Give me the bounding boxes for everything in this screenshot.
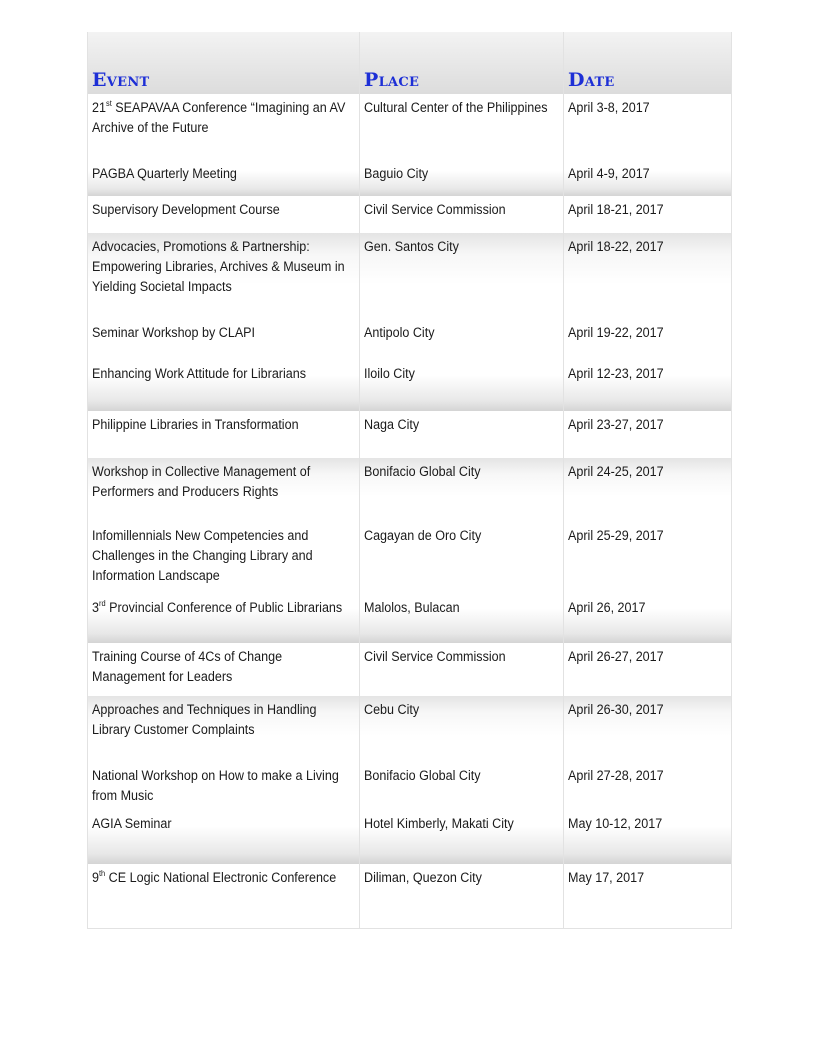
table-row	[88, 762, 732, 810]
date-cell	[564, 94, 732, 160]
event-ordinal-suffix: th	[98, 869, 106, 878]
table-row	[88, 810, 732, 864]
event-name: Supervisory Development Course	[92, 202, 280, 217]
place-name: Bonifacio Global City	[364, 768, 481, 783]
event-name: Training Course of 4Cs of Change Management for Leaders	[92, 649, 283, 684]
event-cell	[88, 762, 360, 810]
date-cell	[564, 360, 732, 411]
event-ordinal: 3	[92, 600, 99, 615]
place-name: Antipolo City	[364, 325, 435, 340]
event-date: April 12-23, 2017	[568, 366, 664, 381]
event-date: April 26-30, 2017	[568, 702, 664, 717]
event-cell	[88, 696, 360, 762]
place-name: Gen. Santos City	[364, 239, 459, 254]
date-cell	[564, 594, 732, 643]
event-name: Workshop in Collective Management of Performers and Producers Rights	[92, 464, 311, 499]
date-cell	[564, 696, 732, 762]
event-cell	[88, 233, 360, 319]
event-name: Seminar Workshop by CLAPI	[92, 325, 256, 340]
event-name: AGIA Seminar	[92, 816, 172, 831]
event-cell	[88, 94, 360, 160]
place-name: Civil Service Commission	[364, 202, 506, 217]
place-cell	[360, 594, 564, 643]
table-row	[88, 643, 732, 696]
event-cell	[88, 360, 360, 411]
event-ordinal: 9	[92, 870, 99, 885]
table-header-row	[88, 32, 732, 94]
place-cell	[360, 319, 564, 360]
event-date: May 10-12, 2017	[568, 816, 663, 831]
table-row	[88, 458, 732, 522]
place-cell	[360, 94, 564, 160]
table-row	[88, 411, 732, 458]
table-row	[88, 94, 732, 160]
event-date: April 27-28, 2017	[568, 768, 664, 783]
place-cell	[360, 160, 564, 196]
event-date: April 18-22, 2017	[568, 239, 664, 254]
event-name: National Workshop on How to make a Living from Music	[92, 768, 339, 803]
event-date: April 18-21, 2017	[568, 202, 664, 217]
header-place: Place	[360, 32, 564, 94]
date-cell	[564, 411, 732, 458]
event-name: Infomillennials New Competencies and Challenges in the Changing Library and Information Landscape	[92, 528, 313, 583]
event-name: SEAPAVAA Conference “Imagining an AV Archive of the Future	[92, 100, 346, 135]
event-date: April 4-9, 2017	[568, 166, 650, 181]
event-cell	[88, 810, 360, 864]
date-cell	[564, 196, 732, 233]
event-date: April 23-27, 2017	[568, 417, 664, 432]
place-name: Iloilo City	[364, 366, 415, 381]
event-name: PAGBA Quarterly Meeting	[92, 166, 237, 181]
place-name: Baguio City	[364, 166, 429, 181]
table-row	[88, 864, 732, 928]
table-row	[88, 233, 732, 319]
table-row	[88, 196, 732, 233]
event-cell	[88, 196, 360, 233]
event-date: April 24-25, 2017	[568, 464, 664, 479]
event-name: CE Logic National Electronic Conference	[105, 870, 337, 885]
date-cell	[564, 522, 732, 594]
table-row	[88, 594, 732, 643]
place-cell	[360, 696, 564, 762]
event-name: Approaches and Techniques in Handling Library Customer Complaints	[92, 702, 317, 737]
event-date: April 19-22, 2017	[568, 325, 664, 340]
event-cell	[88, 864, 360, 928]
event-date: April 26-27, 2017	[568, 649, 664, 664]
date-cell	[564, 810, 732, 864]
place-cell	[360, 522, 564, 594]
event-cell	[88, 522, 360, 594]
event-date: April 3-8, 2017	[568, 100, 650, 115]
table-row	[88, 696, 732, 762]
place-cell	[360, 411, 564, 458]
event-cell	[88, 160, 360, 196]
table-row	[88, 360, 732, 411]
event-cell	[88, 643, 360, 696]
place-cell	[360, 864, 564, 928]
event-cell	[88, 594, 360, 643]
place-cell	[360, 458, 564, 522]
date-cell	[564, 458, 732, 522]
event-date: April 25-29, 2017	[568, 528, 664, 543]
place-cell	[360, 360, 564, 411]
date-cell	[564, 864, 732, 928]
header-date: Date	[564, 32, 732, 94]
event-ordinal-suffix: st	[105, 99, 112, 108]
place-name: Malolos, Bulacan	[364, 600, 460, 615]
place-name: Cebu City	[364, 702, 420, 717]
event-cell	[88, 411, 360, 458]
event-name: Philippine Libraries in Transformation	[92, 417, 299, 432]
date-cell	[564, 233, 732, 319]
table-row	[88, 160, 732, 196]
place-cell	[360, 233, 564, 319]
event-date: April 26, 2017	[568, 600, 646, 615]
table-row	[88, 319, 732, 360]
table-row	[88, 522, 732, 594]
date-cell	[564, 319, 732, 360]
event-name: Advocacies, Promotions & Partnership: Empowering Libraries, Archives & Museum in Yielding Societal Impacts	[92, 239, 345, 294]
event-name: Enhancing Work Attitude for Librarians	[92, 366, 307, 381]
place-cell	[360, 810, 564, 864]
place-cell	[360, 762, 564, 810]
place-cell	[360, 196, 564, 233]
header-event: Event	[88, 32, 360, 94]
date-cell	[564, 160, 732, 196]
place-name: Cultural Center of the Philippines	[364, 100, 548, 115]
event-ordinal: 21	[92, 100, 106, 115]
place-cell	[360, 643, 564, 696]
date-cell	[564, 643, 732, 696]
place-name: Bonifacio Global City	[364, 464, 481, 479]
event-name: Provincial Conference of Public Librarians	[105, 600, 343, 615]
events-table	[87, 32, 732, 929]
place-name: Cagayan de Oro City	[364, 528, 482, 543]
date-cell	[564, 762, 732, 810]
event-cell	[88, 319, 360, 360]
event-ordinal-suffix: rd	[98, 599, 106, 608]
event-date: May 17, 2017	[568, 870, 645, 885]
place-name: Civil Service Commission	[364, 649, 506, 664]
place-name: Hotel Kimberly, Makati City	[364, 816, 514, 831]
place-name: Naga City	[364, 417, 420, 432]
place-name: Diliman, Quezon City	[364, 870, 482, 885]
event-cell	[88, 458, 360, 522]
